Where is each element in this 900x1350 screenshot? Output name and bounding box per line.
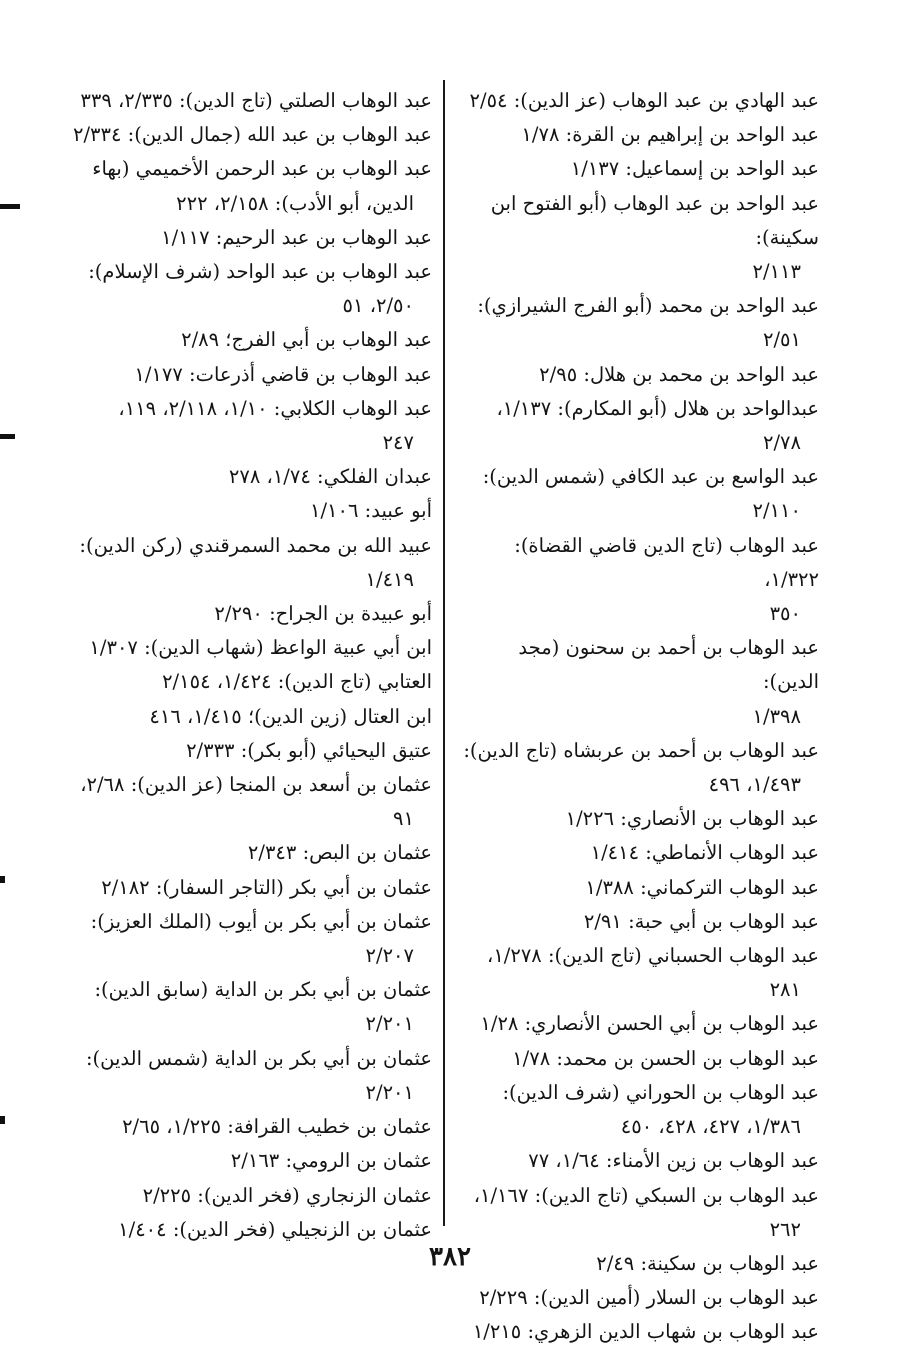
index-entry-text: عبد الوهاب بن قاضي أذرعات: ١/١٧٧ [134, 362, 432, 386]
index-entry [70, 255, 432, 323]
index-entry-text: أبو عبيد: ١/١٠٦ [310, 499, 432, 523]
index-entry-text: ابن أبي عبية الواعظ (شهاب الدين): ١/٣٠٧ [89, 636, 432, 660]
index-entry [457, 1315, 819, 1349]
index-entry [70, 494, 432, 528]
index-entry-text: عثمان بن الرومي: ٢/١٦٣ [230, 1149, 432, 1173]
index-entry-text: عبد الوهاب الحسباني (تاج الدين): ١/٢٧٨، [487, 944, 819, 968]
index-entry-text: عبيد الله بن محمد السمرقندي (ركن الدين): [79, 533, 432, 557]
margin-mark [0, 434, 15, 439]
index-entry-text: عبد الواحد بن محمد (أبو الفرج الشيرازي): [477, 294, 819, 318]
index-entry-continuation: ٢٦٢ [769, 1217, 801, 1241]
column-divider [443, 80, 445, 1226]
index-entry-continuation: ١/٤١٩ [365, 567, 414, 591]
index-entry [457, 939, 819, 1007]
index-entry [457, 631, 819, 734]
index-entry-text: العتابي (تاج الدين): ١/٤٢٤، ٢/١٥٤ [162, 670, 432, 694]
index-entry-text: عثمان بن أسعد بن المنجا (عز الدين): ٢/٦٨، [80, 773, 432, 797]
index-entry [457, 1144, 819, 1178]
index-entry-continuation: ٢/١١٠ [752, 499, 801, 523]
index-entry-text: عبد الوهاب بن عبد الرحيم: ١/١١٧ [161, 225, 432, 249]
index-entry [70, 1144, 432, 1178]
index-entry-continuation: ٢/٥٠، ٥١ [342, 294, 414, 318]
index-entry-text: عبد الوهاب بن الحوراني (شرف الدين): [502, 1080, 819, 1104]
index-entry-continuation: ٣٥٠ [769, 602, 801, 626]
margin-mark [0, 1116, 5, 1124]
index-entry-text: ابن العتال (زين الدين)؛ ١/٤١٥، ٤١٦ [149, 704, 432, 728]
index-entry [70, 700, 432, 734]
index-entry [457, 836, 819, 870]
index-entry-text: عبد الوهاب بن أبي الحسن الأنصاري: ١/٢٨ [480, 1012, 819, 1036]
index-entry-text: عبد الوهاب بن عبد الله (جمال الدين): ٢/٣٣٤ [72, 123, 432, 147]
index-entry-text: عثمان بن الزنجيلي (فخر الدين): ١/٤٠٤ [118, 1217, 432, 1241]
index-entry-text: عبد الوهاب التركماني: ١/٣٨٨ [585, 875, 819, 899]
index-entry [70, 973, 432, 1041]
index-entry-text: عبد الوهاب بن سكينة: ٢/٤٩ [596, 1251, 819, 1275]
index-entry [457, 358, 819, 392]
index-entry-text: عبد الوهاب بن السلار (أمين الدين): ٢/٢٢٩ [479, 1286, 819, 1310]
index-entry-continuation: ٢/٢٠٧ [365, 944, 414, 968]
index-entry [70, 871, 432, 905]
index-entry-text: عبد الوهاب الصلتي (تاج الدين): ٢/٣٣٥، ٣٣٩ [80, 89, 432, 112]
index-entry [457, 460, 819, 528]
index-entry-continuation: ١/٤٩٣، ٤٩٦ [708, 773, 801, 797]
index-entry-text: عبدالواحد بن هلال (أبو المكارم): ١/١٣٧، [496, 396, 819, 420]
index-entry [70, 1042, 432, 1110]
index-entry-text: عبد الهادي بن عبد الوهاب (عز الدين): ٢/٥٤ [469, 89, 819, 112]
index-entry-text: عبد الوهاب بن زين الأمناء: ١/٦٤، ٧٧ [528, 1149, 819, 1173]
index-entry [457, 1076, 819, 1144]
index-entry [70, 221, 432, 255]
index-entry [457, 734, 819, 802]
index-entry-text: عبد الوهاب بن عبد الواحد (شرف الإسلام): [88, 260, 432, 284]
index-entry-text: عبد الوهاب بن أبي حبة: ٢/٩١ [583, 909, 819, 933]
index-entry-text: عبد الوهاب بن الحسن بن محمد: ١/٧٨ [512, 1046, 819, 1070]
index-entry [457, 1042, 819, 1076]
index-entry-continuation: ٢٤٧ [382, 431, 414, 455]
index-entry [457, 871, 819, 905]
index-entry [70, 118, 432, 152]
index-entry-continuation: ٢/١١٣ [752, 260, 801, 284]
index-entry-text: عثمان بن خطيب القرافة: ١/٢٢٥، ٢/٦٥ [122, 1115, 432, 1139]
index-entry [457, 1281, 819, 1315]
index-entry [457, 1179, 819, 1247]
index-entry-text: عثمان بن أبي بكر بن الداية (شمس الدين): [85, 1046, 432, 1070]
index-entry [457, 84, 819, 118]
index-entry-text: عبد الواسع بن عبد الكافي (شمس الدين): [482, 465, 819, 489]
left-index-column [70, 84, 432, 1247]
index-entry-text: أبو عبيدة بن الجراح: ٢/٢٩٠ [214, 602, 432, 626]
index-entry-continuation: ١/٣٨٦، ٤٢٧، ٤٢٨، ٤٥٠ [620, 1115, 801, 1139]
index-entry-text: عثمان بن أبي بكر بن أيوب (الملك العزيز): [90, 909, 432, 933]
index-entry [457, 152, 819, 186]
index-entry-text: عبد الوهاب بن أبي الفرج؛ ٢/٨٩ [181, 328, 432, 352]
index-entry [70, 460, 432, 494]
index-entry-continuation: ٢/٥١ [763, 328, 801, 352]
index-entry [457, 529, 819, 632]
index-entry-text: عتيق اليحيائي (أبو بكر): ٢/٣٣٣ [186, 738, 432, 762]
index-entry-text: عثمان الزنجاري (فخر الدين): ٢/٢٢٥ [142, 1183, 432, 1207]
index-entry [70, 358, 432, 392]
index-entry [70, 734, 432, 768]
margin-mark [0, 876, 5, 883]
index-entry [70, 836, 432, 870]
margin-mark [0, 204, 20, 209]
index-entry-text: عبد الواحد بن عبد الوهاب (أبو الفتوح ابن سكينة): [490, 191, 819, 249]
index-entry [457, 905, 819, 939]
index-entry-text: عبد الوهاب الأنماطي: ١/٤١٤ [590, 841, 819, 865]
index-entry-text: عثمان بن أبي بكر بن الداية (سابق الدين): [94, 978, 432, 1002]
index-entry [457, 392, 819, 460]
index-entry-text: عبد الوهاب بن شهاب الدين الزهري: ١/٢١٥ [472, 1320, 819, 1344]
index-entry-text: عثمان بن أبي بكر (التاجر السفار): ٢/١٨٢ [101, 875, 432, 899]
index-entry-text: عبد الواحد بن إسماعيل: ١/١٣٧ [570, 157, 819, 181]
right-index-column [457, 84, 819, 1350]
index-entry [70, 392, 432, 460]
index-entry [457, 289, 819, 357]
index-entry-text: عبد الوهاب بن أحمد بن سحنون (مجد الدين): [518, 636, 819, 694]
index-entry [70, 84, 432, 118]
index-entry [457, 802, 819, 836]
index-entry [70, 1179, 432, 1213]
index-entry-continuation: ١/٣٩٨ [752, 704, 801, 728]
index-entry [70, 152, 432, 220]
index-entry-text: عبد الواحد بن إبراهيم بن القرة: ١/٧٨ [521, 123, 819, 147]
index-entry-text: عثمان بن البص: ٢/٣٤٣ [247, 841, 432, 865]
index-entry-continuation: ٢٨١ [769, 978, 801, 1002]
index-entry [70, 1110, 432, 1144]
index-entry-text: عبد الوهاب بن السبكي (تاج الدين): ١/١٦٧، [473, 1183, 819, 1207]
page-number: ٣٨٢ [429, 1242, 471, 1272]
index-entry-continuation: ٢/٧٨ [763, 431, 801, 455]
index-entry-text: عبد الوهاب (تاج الدين قاضي القضاة): ١/٣٢٢، [514, 533, 819, 591]
index-entry [70, 631, 432, 665]
index-entry-continuation: الدين، أبو الأدب): ٢/١٥٨، ٢٢٢ [176, 191, 414, 215]
index-entry [70, 529, 432, 597]
index-entry [70, 323, 432, 357]
index-entry-continuation: ٩١ [393, 807, 414, 831]
index-entry-text: عبد الوهاب بن أحمد بن عربشاه (تاج الدين): [463, 738, 819, 762]
index-entry [70, 905, 432, 973]
index-entry-text: عبدان الفلكي: ١/٧٤، ٢٧٨ [228, 465, 432, 489]
index-entry-text: عبد الواحد بن محمد بن هلال: ٢/٩٥ [539, 362, 819, 386]
index-entry-text: عبد الوهاب بن الأنصاري: ١/٢٢٦ [565, 807, 819, 831]
index-entry-text: عبد الوهاب الكلابي: ١/١٠، ٢/١١٨، ١١٩، [118, 396, 432, 420]
index-entry [70, 768, 432, 836]
index-entry [457, 187, 819, 290]
index-entry [457, 1007, 819, 1041]
index-entry-continuation: ٢/٢٠١ [365, 1012, 414, 1036]
index-entry [70, 597, 432, 631]
index-entry [457, 118, 819, 152]
index-entry-continuation: ٢/٢٠١ [365, 1080, 414, 1104]
index-entry-text: عبد الوهاب بن عبد الرحمن الأخميمي (بهاء [92, 157, 432, 181]
index-entry [70, 665, 432, 699]
